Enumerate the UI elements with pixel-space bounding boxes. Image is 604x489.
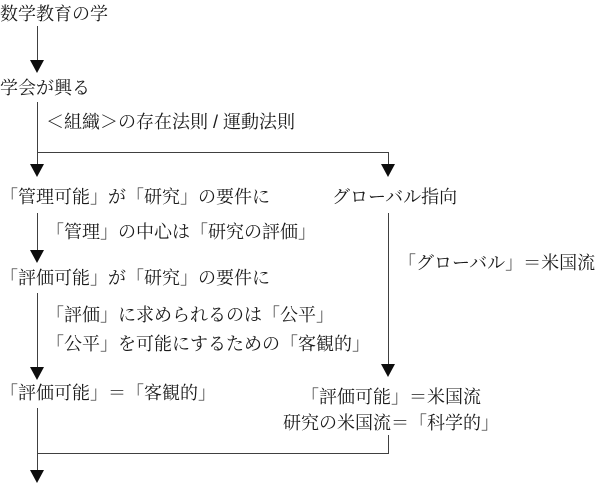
flow-line-vertical-right	[388, 213, 389, 366]
node-society-rises: 学会が興る	[0, 78, 90, 98]
arrow-down-icon	[30, 164, 44, 177]
node-math-education: 数学教育の学	[0, 4, 108, 24]
flow-line-merge-horizontal	[38, 453, 389, 454]
edge-label-fairness-objectivity: 「公平」を可能にするための「客観的」	[46, 334, 370, 354]
arrow-down-icon	[381, 164, 395, 177]
edge-label-organization-law: ＜組織＞の存在法則 / 運動法則	[46, 112, 296, 132]
flow-line-vertical-4	[37, 293, 38, 369]
arrow-down-icon	[381, 364, 395, 377]
arrow-down-icon	[30, 250, 44, 263]
node-evaluable-objective: 「評価可能」＝「客観的」	[0, 383, 216, 403]
flow-line-vertical-1	[37, 26, 38, 61]
node-evaluable-requirement: 「評価可能」が「研究」の要件に	[0, 268, 270, 288]
flow-line-branch-horizontal	[37, 152, 389, 153]
edge-label-global-us-style: 「グローバル」＝米国流	[398, 253, 596, 273]
arrow-down-icon	[30, 60, 44, 73]
flow-line-vertical-final	[37, 408, 38, 472]
node-evaluable-us-block	[272, 384, 510, 436]
edge-label-management-center: 「管理」の中心は「研究の評価」	[46, 222, 316, 242]
node-evaluable-us-line1: 「評価可能」＝米国流	[301, 387, 481, 407]
node-evaluable-us-line2: 研究の米国流＝「科学的」	[283, 413, 499, 433]
node-manageable-requirement: 「管理可能」が「研究」の要件に	[0, 187, 270, 207]
flow-line-vertical-2	[37, 102, 38, 165]
node-global-orientation: グローバル指向	[332, 187, 458, 207]
arrow-down-icon	[30, 367, 44, 380]
arrow-down-icon	[30, 470, 44, 483]
flow-line-merge-right-stub	[388, 435, 389, 454]
flow-line-vertical-3	[37, 213, 38, 251]
edge-label-evaluation-fairness: 「評価」に求められるのは「公平」	[46, 305, 334, 325]
